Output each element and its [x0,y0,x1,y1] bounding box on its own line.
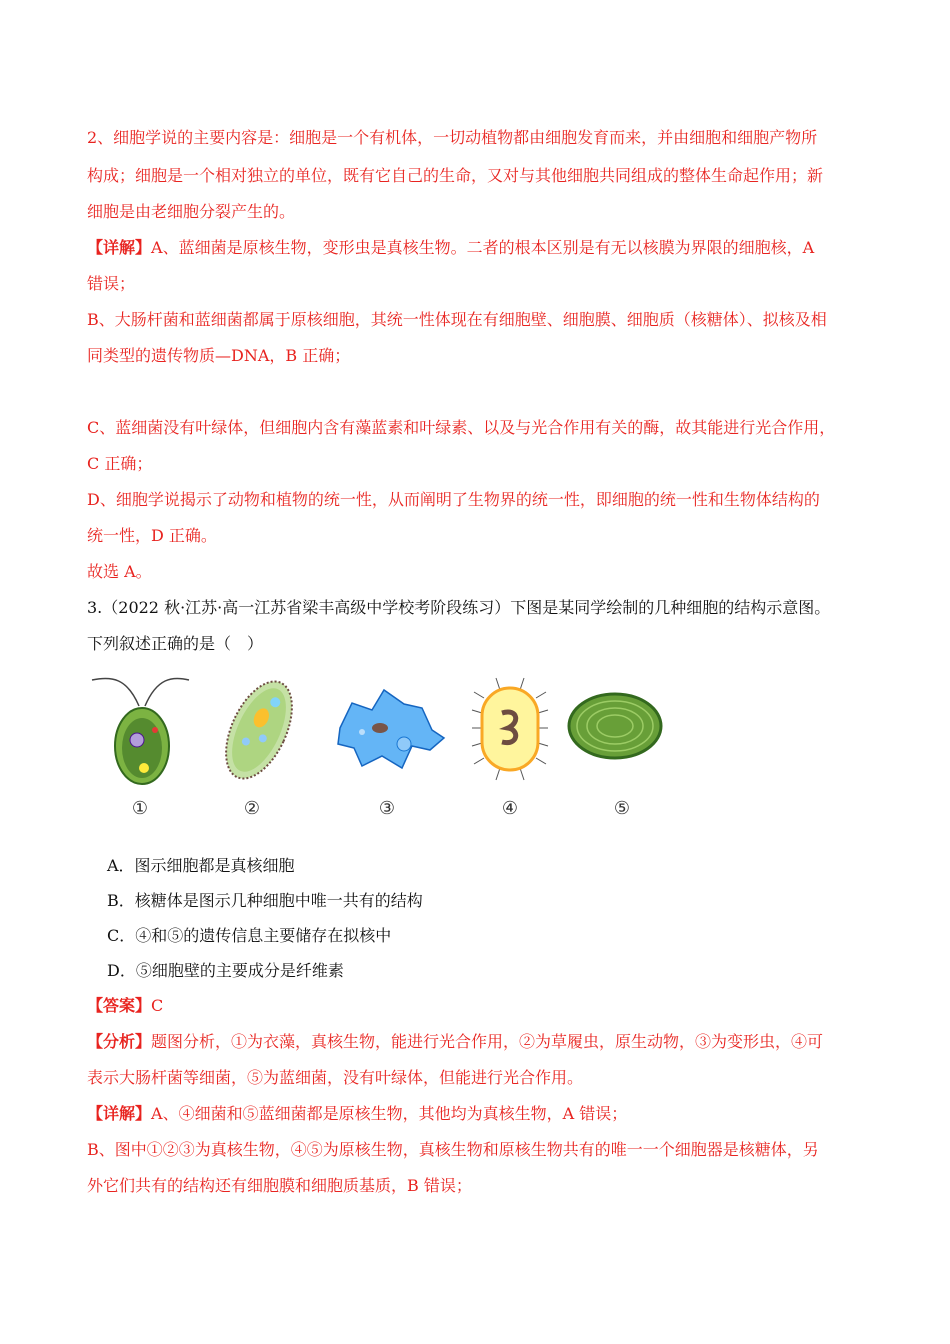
analysis-tag: 【分析】 [87,1032,152,1051]
analysis-text: 题图分析，①为衣藻，真核生物，能进行光合作用，②为草履虫，原生动物，③为变形虫，④可 [151,1032,824,1051]
text-line [87,237,814,259]
question-stem: 3.（2022 秋·江苏·高一江苏省梁丰高级中学校考阶段练习）下图是某同学绘制的几种细胞的结构示意图。 [87,598,831,617]
text-line: C 正确； [87,454,153,473]
detail-text: A、④细菌和⑤蓝细菌都是原核生物，其他均为真核生物，A 错误； [151,1104,628,1123]
figure-label-3: ③ [378,798,396,819]
bacterium-image [470,668,550,793]
text-line: D、细胞学说揭示了动物和植物的统一性，从而阐明了生物界的统一性，即细胞的统一性和生物体结构的 [87,490,820,509]
option-b: B．核糖体是图示几种细胞中唯一共有的结构 [107,891,423,910]
chlamydomonas-image [87,668,197,793]
option-d: D．⑤细胞壁的主要成分是纤维素 [107,961,344,980]
cell-diagram [87,668,687,828]
option-c: C．④和⑤的遗传信息主要储存在拟核中 [107,926,392,945]
figure-label-4: ④ [501,798,519,819]
text-line: 构成；细胞是一个相对独立的单位，既有它自己的生命，又对与其他细胞共同组成的整体生命起作用；新 [87,166,824,185]
text-line: B、大肠杆菌和蓝细菌都属于原核细胞，其统一性体现在有细胞壁、细胞膜、细胞质（核糖体）、拟核及相 [87,310,827,329]
detail-tag: 【详解】 [87,238,152,257]
detail-line [87,1103,627,1125]
cyanobacterium-image [565,668,665,793]
detail-line: B、图中①②③为真核生物，④⑤为原核生物，真核生物和原核生物共有的唯一一个细胞器是核糖体，另 [87,1140,819,1159]
text-line: 统一性，D 正确。 [87,526,217,545]
detail-line: 外它们共有的结构还有细胞膜和细胞质基质，B 错误； [87,1176,472,1195]
text-line: 错误； [87,274,136,293]
detail-tag: 【详解】 [87,1104,152,1123]
text-line: C、蓝细菌没有叶绿体，但细胞内含有藻蓝素和叶绿素、以及与光合作用有关的酶，故其能进行光合作用， [87,418,836,437]
detail-text: A、蓝细菌是原核生物，变形虫是真核生物。二者的根本区别是有无以核膜为界限的细胞核，A [151,238,815,257]
answer-tag: 【答案】 [87,996,152,1015]
figure-label-2: ② [243,798,261,819]
figure-label-5: ⑤ [613,798,631,819]
text-line: 细胞是由老细胞分裂产生的。 [87,202,296,221]
figure-label-1: ① [131,798,149,819]
amoeba-image [332,668,447,793]
option-a: A．图示细胞都是真核细胞 [107,856,295,875]
answer-line [87,995,163,1017]
answer-value: C [151,996,164,1015]
analysis-line: 表示大肠杆菌等细菌，⑤为蓝细菌，没有叶绿体，但能进行光合作用。 [87,1068,584,1087]
question-stem: 下列叙述正确的是（ ） [87,634,264,653]
text-line: 同类型的遗传物质—DNA，B 正确； [87,346,351,365]
analysis-line [87,1031,823,1053]
paramecium-image [212,668,307,793]
text-line: 故选 A。 [87,562,152,581]
text-line: 2、细胞学说的主要内容是：细胞是一个有机体，一切动植物都由细胞发育而来，并由细胞和细胞产物所 [87,128,818,147]
